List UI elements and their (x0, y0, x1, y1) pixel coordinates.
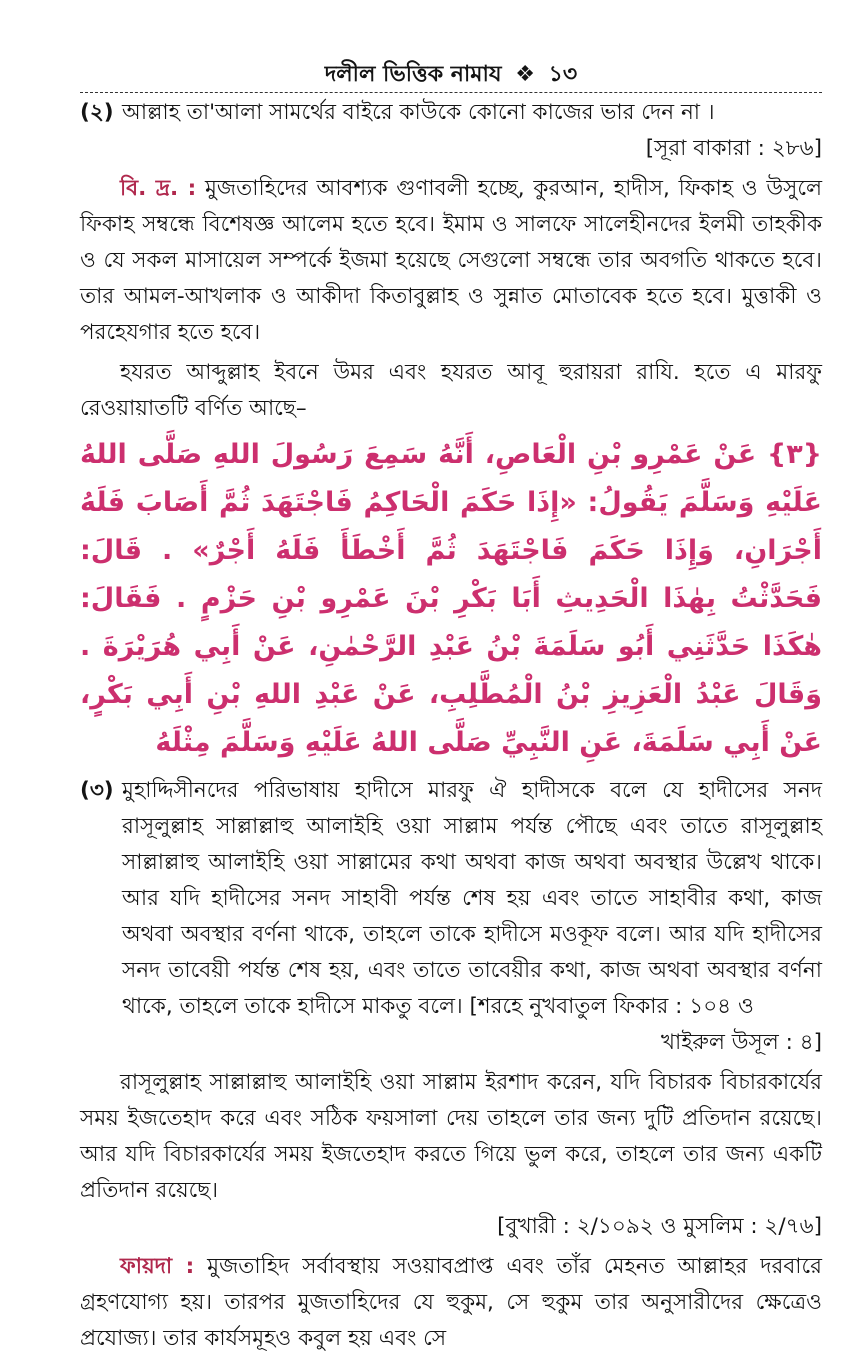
book-title: দলীল ভিত্তিক নামায (324, 62, 502, 87)
book-page (80, 58, 822, 1357)
benefit-paragraph (80, 1249, 822, 1357)
note-label: বি. দ্র. : (120, 176, 197, 201)
narration-intro: হযরত আব্দুল্লাহ ইবনে উমর এবং হযরত আবূ হুরায়রা রাযি. হতে এ মারফু রেওয়ায়াতটি বর্ণিত আছে– (80, 360, 822, 421)
benefit-text: মুজতাহিদ সর্বাবস্থায় সওয়াবপ্রাপ্ত এবং তাঁর মেহনত আল্লাহর দরবারে গ্রহণযোগ্য হয়। তারপর মুজতাহিদের যে হুকুম, সে হুকুম তার অনুসারীদের ক্ষেত্রেও প্রযোজ্য। তার কার্যসমূহও কবুল হয় এবং সে (80, 1254, 822, 1351)
point-3-text: মুহাদ্দিসীনদের পরিভাষায় হাদীসে মারফু ঐ হাদীসকে বলে যে হাদীসের সনদ রাসূলুল্লাহ সাল্লাল্লাহু আলাইহি ওয়া সাল্লাম পর্যন্ত পৌছে এবং তাতে রাসূলুল্লাহ সাল্লাল্লাহু আলাইহি ওয়া সাল্লামের কথা অথবা কাজ অথবা অবস্থার উল্লেখ থাকে। আর যদি হাদীসের সনদ সাহাবী পর্যন্ত শেষ হয় এবং তাতে সাহাবীর কথা, কাজ অথবা অবস্থার বর্ণনা থাকে, তাহলে তাকে হাদীসে মওকূফ বলে। আর যদি হাদীসের সনদ তাবেয়ী পর্যন্ত শেষ হয়, এবং তাতে তাবেয়ীর কথা, কাজ অথবা অবস্থার বর্ণনা থাকে, তাহলে তাকে হাদীসে মাকতু বলে। [শরহে নুখবাতুল ফিকার : ১০৪ ও (122, 778, 822, 1019)
point-3-reference-end: খাইরুল উসূল : ৪] (660, 1030, 822, 1055)
page-header (80, 58, 822, 93)
point-2 (80, 95, 822, 131)
benefit-label: ফায়দা : (120, 1254, 195, 1279)
note-paragraph (80, 171, 822, 351)
point-2-text: আল্লাহ তা'আলা সামর্থের বাইরে কাউকে কোনো কাজের ভার দেন না । (122, 100, 715, 125)
point-2-number: (২) (80, 100, 114, 125)
translation-paragraph: রাসূলুল্লাহ সাল্লাল্লাহু আলাইহি ওয়া সাল্লাম ইরশাদ করেন, যদি বিচারক বিচারকার্যের সময় ইজতেহাদ করে এবং সঠিক ফয়সালা দেয় তাহলে তার জন্য দুটি প্রতিদান রয়েছে। আর যদি বিচারকার্যের সময় ইজতেহাদ করতে গিয়ে ভুল করে, তাহলে তার জন্য একটি প্রতিদান রয়েছে। (80, 1070, 822, 1203)
point-2-reference: [সূরা বাকারা : ২৮৬] (645, 136, 822, 161)
ornament-icon: ❖ (515, 62, 535, 87)
translation-reference: [বুখারী : ২/১০৯২ ও মুসলিম : ২/৭৬] (497, 1214, 822, 1239)
arabic-hadith: {٣} عَنْ عَمْرِو بْنِ الْعَاصِ، أَنَّهُ سَمِعَ رَسُولَ اللهِ صَلَّى اللهُ عَلَيْهِ وَسَلَّمَ يَقُولُ: «إِذَا حَكَمَ الْحَاكِمُ فَاجْتَهَدَ ثُمَّ أَصَابَ فَلَهُ أَجْرَانِ، وَإِذَا حَكَمَ فَاجْتَهَدَ ثُمَّ أَخْطَأَ فَلَهُ أَجْرٌ» . قَالَ: فَحَدَّثْتُ بِهٰذَا الْحَدِيثِ أَبَا بَكْرِ بْنَ عَمْرِو بْنِ حَزْمٍ . فَقَالَ: هٰكَذَا حَدَّثَنِي أَبُو سَلَمَةَ بْنُ عَبْدِ الرَّحْمٰنِ، عَنْ أَبِي هُرَيْرَةَ . وَقَالَ عَبْدُ الْعَزِيزِ بْنُ الْمُطَّلِبِ، عَنْ عَبْدِ اللهِ بْنِ أَبِي بَكْرٍ، عَنْ أَبِي سَلَمَةَ، عَنِ النَّبِيِّ صَلَّى اللهُ عَلَيْهِ وَسَلَّمَ مِثْلَهُ (80, 439, 822, 758)
point-3 (80, 773, 822, 1025)
page-number: ১৩ (548, 62, 578, 87)
note-text: মুজতাহিদের আবশ্যক গুণাবলী হচ্ছে, কুরআন, হাদীস, ফিকাহ ও উসুলে ফিকাহ সম্বন্ধে বিশেষজ্ঞ আলেম হতে হবে। ইমাম ও সালফে সালেহীনদের ইলমী তাহকীক ও যে সকল মাসায়েল সম্পর্কে ইজমা হয়েছে সেগুলো সম্বন্ধে তার অবগতি থাকতে হবে। তার আমল-আখলাক ও আকীদা কিতাবুল্লাহ ও সুন্নাত মোতাবেক হতে হবে। মুত্তাকী ও পরহেযগার হতে হবে। (80, 176, 822, 345)
point-3-number: (৩) (80, 778, 114, 803)
